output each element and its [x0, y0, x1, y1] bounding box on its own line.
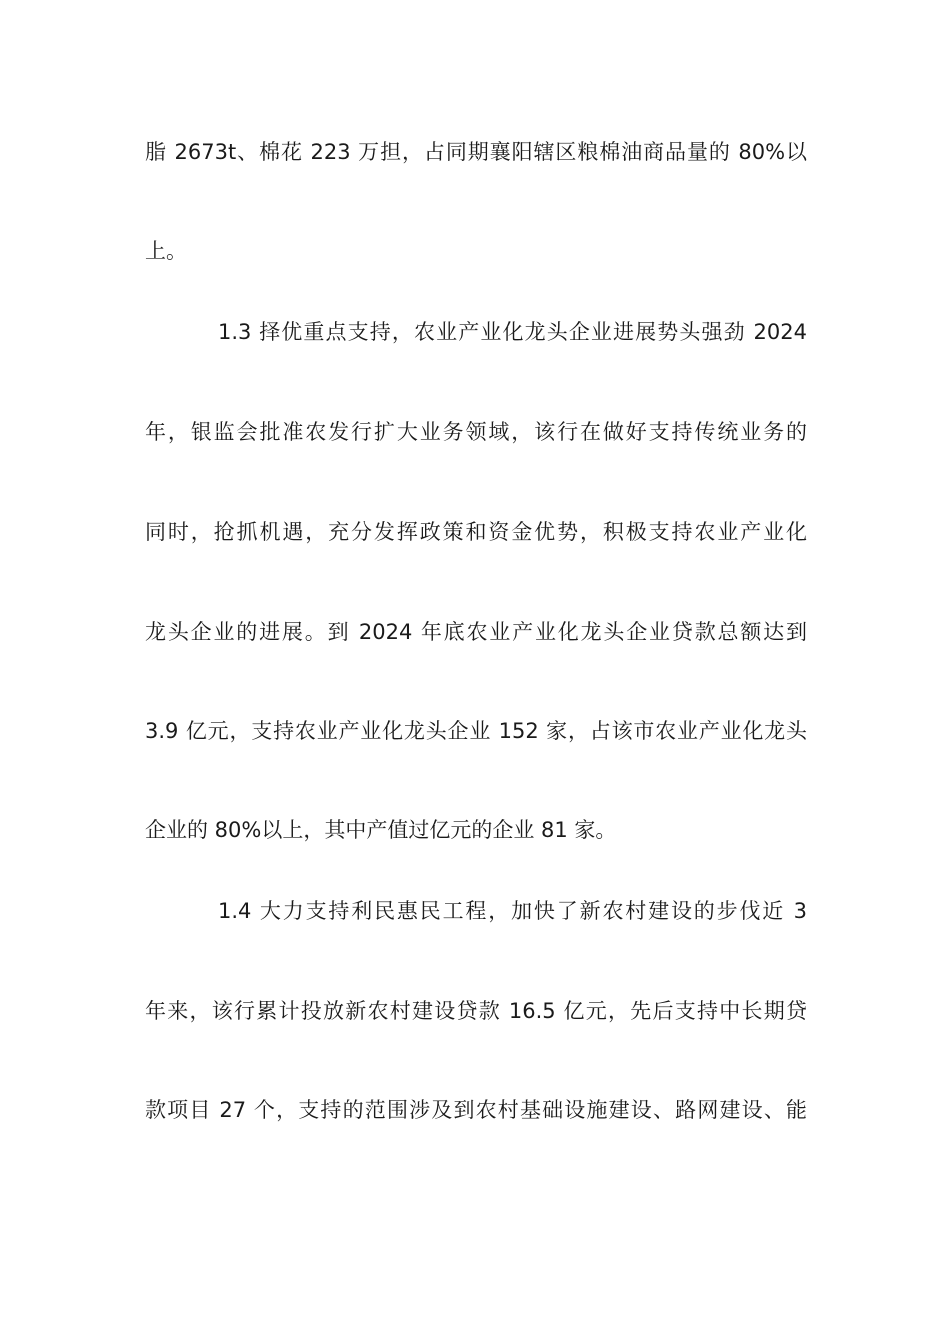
paragraph-line: 年来，该行累计投放新农村建设贷款 16.5 亿元，先后支持中长期贷 [145, 999, 807, 1023]
section-heading-line: 1.3 择优重点支持，农业产业化龙头企业进展势头强劲 2024 [218, 320, 807, 344]
paragraph-line: 企业的 80%以上，其中产值过亿元的企业 81 家。 [145, 818, 617, 842]
paragraph-line: 脂 2673t、棉花 223 万担，占同期襄阳辖区粮棉油商品量的 80%以 [145, 140, 807, 164]
paragraph-line: 上。 [145, 239, 187, 263]
paragraph-line: 龙头企业的进展。到 2024 年底农业产业化龙头企业贷款总额达到 [145, 620, 807, 644]
section-heading-line: 1.4 大力支持利民惠民工程，加快了新农村建设的步伐近 3 [218, 899, 807, 923]
paragraph-line: 同时，抢抓机遇，充分发挥政策和资金优势，积极支持农业产业化 [145, 520, 807, 544]
paragraph-line: 3.9 亿元，支持农业产业化龙头企业 152 家，占该市农业产业化龙头 [145, 719, 807, 743]
paragraph-line: 年，银监会批准农发行扩大业务领域，该行在做好支持传统业务的 [145, 420, 807, 444]
paragraph-line: 款项目 27 个，支持的范围涉及到农村基础设施建设、路网建设、能 [145, 1098, 807, 1122]
